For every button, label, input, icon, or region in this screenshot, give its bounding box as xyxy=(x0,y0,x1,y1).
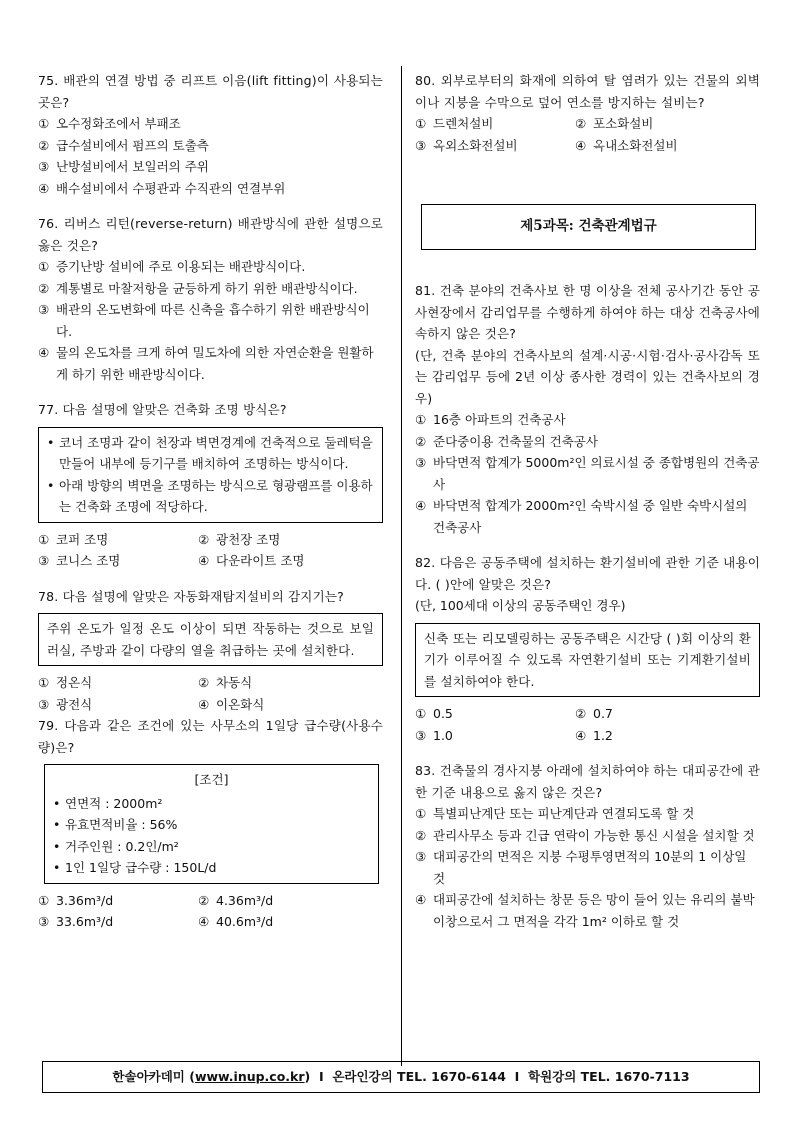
question-text: 82. 다음은 공동주택에 설치하는 환기설비에 관한 기준 내용이다. ( )안에 알맞은 것은? xyxy=(415,555,760,592)
question-79 xyxy=(38,715,383,933)
question-note: (단, 100세대 이상의 공동주택인 경우) xyxy=(415,598,626,613)
question-83 xyxy=(415,760,760,932)
option[interactable]: ③ 코니스 조명 xyxy=(38,553,121,568)
option[interactable]: ② 관리사무소 등과 긴급 연락이 가능한 통신 시설을 설치할 것 xyxy=(415,827,755,843)
option[interactable]: ① 특별피난계단 또는 피난계단과 연결되도록 할 것 xyxy=(415,806,695,821)
question-82 xyxy=(415,552,760,746)
conditions-box xyxy=(44,764,379,884)
condition-item: • 유효면적비율 : 56% xyxy=(53,817,178,832)
option[interactable]: ④ 40.6m³/d xyxy=(198,914,274,929)
option[interactable]: ① 정온식 xyxy=(38,675,93,690)
question-text: 80. 외부로부터의 화재에 의하여 탈 염려가 있는 건물의 외벽이나 지붕을 수막으로 덮어 연소를 방지하는 설비는? xyxy=(415,73,760,110)
question-note: (단, 건축 분야의 건축사보의 설계·시공·시험·검사·공사감독 또는 감리업무 등에 2년 이상 종사한 경력이 있는 건축사보의 경우) xyxy=(415,347,760,406)
question-text: 76. 리버스 리턴(reverse-return) 배관방식에 관한 설명으로 옳은 것은? xyxy=(38,216,383,253)
question-text: 75. 배관의 연결 방법 중 리프트 이음(lift fitting)이 사용되는 곳은? xyxy=(38,73,383,110)
bullet-item: • 아래 방향의 벽면을 조명하는 방식으로 형광램프를 이용하는 건축화 조명에 적당하다. xyxy=(47,477,373,514)
footer-brand: 한솔아카데미 ( xyxy=(112,1069,195,1085)
question-78 xyxy=(38,586,383,716)
option[interactable]: ④ 배수설비에서 수평관과 수직관의 연결부위 xyxy=(38,180,286,196)
option[interactable]: ② 0.7 xyxy=(575,706,613,721)
question-text: 83. 건축물의 경사지붕 아래에 설치하여야 하는 대피공간에 관한 기준 내용으로 옳지 않은 것은? xyxy=(415,763,760,800)
option[interactable]: ④ 옥내소화전설비 xyxy=(575,137,678,153)
option[interactable]: ④ 다운라이트 조명 xyxy=(198,553,305,568)
question-81 xyxy=(415,280,760,538)
question-text: 79. 다음과 같은 조건에 있는 사무소의 1일당 급수량(사용수량)은? xyxy=(38,718,383,755)
condition-item: • 거주인원 : 0.2인/m² xyxy=(53,838,179,854)
description-box: 신축 또는 리모델링하는 공동주택은 시간당 ( )회 이상의 환기가 이루어질 수 있도록 자연환기설비 또는 기계환기설비를 설치하여야 한다. xyxy=(415,623,760,698)
option[interactable]: ④ 물의 온도차를 크게 하여 밀도차에 의한 자연순환을 원활하게 하기 위한 배관방식이다. xyxy=(38,345,374,382)
condition-item: • 연면적 : 2000m² xyxy=(53,795,163,811)
bullet-item: • 코너 조명과 같이 천장과 벽면경계에 건축적으로 둘레턱을 만들어 내부에 등기구를 배치하여 조명하는 방식이다. xyxy=(47,434,373,471)
option[interactable]: ② 4.36m³/d xyxy=(198,892,274,908)
option[interactable]: ① 드렌처설비 xyxy=(415,116,494,131)
question-text: 78. 다음 설명에 알맞은 자동화재탐지설비의 감지기는? xyxy=(38,588,344,604)
option[interactable]: ② 포소화설비 xyxy=(575,116,654,131)
question-text: 77. 다음 설명에 알맞은 건축화 조명 방식은? xyxy=(38,402,287,417)
conditions-title: [조건] xyxy=(194,772,229,787)
option[interactable]: ③ 난방설비에서 보일러의 주위 xyxy=(38,159,209,174)
footer-url-link[interactable]: www.inup.co.kr xyxy=(194,1069,305,1085)
subject-title: 제5과목: 건축관계법규 xyxy=(421,204,756,250)
question-76 xyxy=(38,213,383,385)
option[interactable]: ① 3.36m³/d xyxy=(38,892,114,908)
option[interactable]: ④ 이온화식 xyxy=(198,696,265,712)
option[interactable]: ② 광천장 조명 xyxy=(198,531,281,547)
footer-contact: ) I 온라인강의 TEL. 1670-6144 I 학원강의 TEL. 1670-7113 xyxy=(304,1069,690,1085)
condition-item: • 1인 1일당 급수량 : 150L/d xyxy=(53,860,217,875)
column-divider xyxy=(401,66,402,1066)
option[interactable]: ③ 광전식 xyxy=(38,696,93,712)
option[interactable]: ③ 배관의 온도변화에 따른 신축을 흡수하기 위한 배관방식이다. xyxy=(38,302,370,339)
option[interactable]: ② 준다중이용 건축물의 건축공사 xyxy=(415,433,598,449)
footer-banner xyxy=(42,1061,760,1093)
question-text: 81. 건축 분야의 건축사보 한 명 이상을 전체 공사기간 동안 공사현장에서 감리업무를 수행하게 하여야 하는 대상 건축공사에 속하지 않은 것은? xyxy=(415,283,760,341)
option[interactable]: ① 코퍼 조명 xyxy=(38,531,109,547)
question-75 xyxy=(38,70,383,199)
option[interactable]: ① 16층 아파트의 건축공사 xyxy=(415,412,566,427)
option[interactable]: ② 급수설비에서 펌프의 토출측 xyxy=(38,137,209,153)
option[interactable]: ① 증기난방 설비에 주로 이용되는 배관방식이다. xyxy=(38,259,306,274)
option[interactable]: ④ 1.2 xyxy=(575,727,613,743)
option[interactable]: ② 차동식 xyxy=(198,675,253,690)
option[interactable]: ② 계통별로 마찰저항을 균등하게 하기 위한 배관방식이다. xyxy=(38,280,358,296)
option[interactable]: ① 오수정화조에서 부패조 xyxy=(38,116,181,131)
option[interactable]: ④ 대피공간에 설치하는 창문 등은 망이 들어 있는 유리의 붙박이창으로서 그 면적을 각각 1m² 이하로 할 것 xyxy=(415,892,755,929)
option[interactable]: ③ 바닥면적 합계가 5000m²인 의료시설 중 종합병원의 건축공사 xyxy=(415,455,760,492)
description-box xyxy=(38,427,383,523)
option[interactable]: ③ 1.0 xyxy=(415,727,453,743)
question-80 xyxy=(415,70,760,156)
left-column xyxy=(38,70,383,933)
description-box: 주위 온도가 일정 온도 이상이 되면 작동하는 것으로 보일러실, 주방과 같이 다량의 열을 취급하는 곳에 설치한다. xyxy=(38,613,383,666)
option[interactable]: ④ 바닥면적 합계가 2000m²인 숙박시설 중 일반 숙박시설의 건축공사 xyxy=(415,498,748,535)
right-column xyxy=(415,70,760,932)
option[interactable]: ③ 옥외소화전설비 xyxy=(415,137,518,153)
option[interactable]: ① 0.5 xyxy=(415,706,453,721)
option[interactable]: ③ 33.6m³/d xyxy=(38,914,114,929)
question-77 xyxy=(38,399,383,572)
option[interactable]: ③ 대피공간의 면적은 지붕 수평투영면적의 10분의 1 이상일 것 xyxy=(415,849,747,886)
